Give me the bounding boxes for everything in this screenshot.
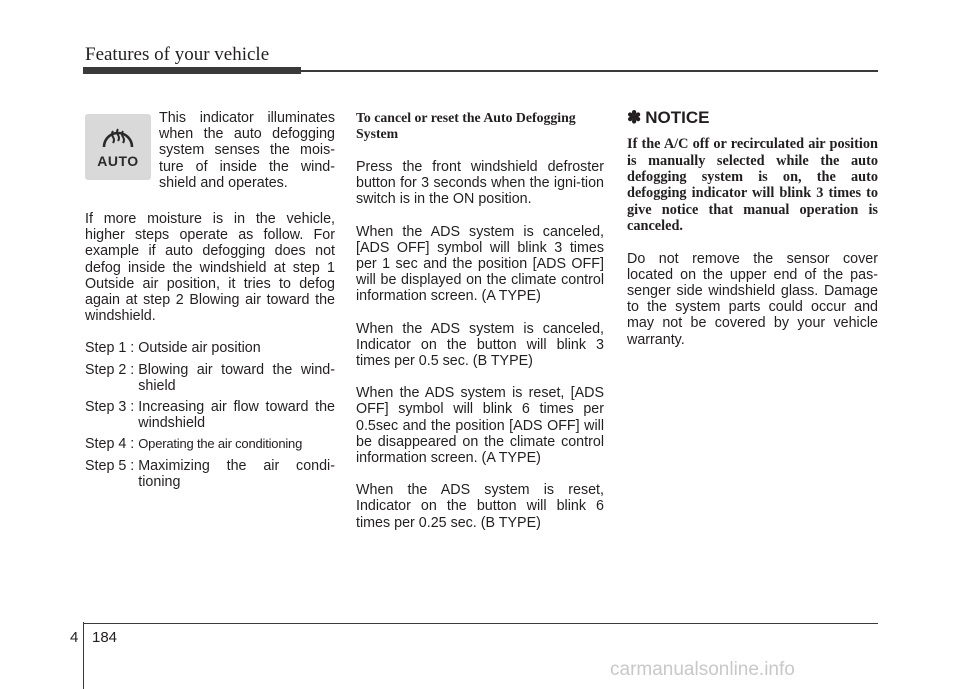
notice-heading <box>627 110 878 126</box>
step-item <box>85 458 335 490</box>
paragraph: When the ADS system is canceled, Indicator on the button will blink 3 times per 0.5 sec. (B TYPE) <box>356 320 604 370</box>
step-item <box>85 399 335 431</box>
step-key: Step 5 : <box>85 457 139 474</box>
auto-label: AUTO <box>97 152 139 169</box>
middle-column <box>356 110 604 547</box>
notice-asterisk-icon: ✽ <box>627 108 642 127</box>
notice-title: NOTICE <box>645 108 710 127</box>
steps-list <box>85 340 335 490</box>
header-rule-thin <box>300 70 878 72</box>
step-value: Maximizing the air condi-tioning <box>138 457 335 490</box>
paragraph: Press the front windshield defroster button for 3 seconds when the igni-tion switch is in the ON position. <box>356 159 604 208</box>
footer-rule <box>83 623 878 624</box>
chapter-number: 4 <box>70 629 79 646</box>
step-value: Blowing air toward the wind-shield <box>138 361 335 394</box>
auto-defog-icon <box>85 114 151 180</box>
section-subheading: To cancel or reset the Auto Defogging System <box>356 110 576 141</box>
step-value: Increasing air flow toward the windshield <box>138 399 335 432</box>
indicator-intro <box>85 110 335 191</box>
paragraph: When the ADS system is reset, Indicator on the button will blink 6 times per 0.25 sec. (B TYPE) <box>356 482 604 531</box>
paragraph: When the ADS system is reset, [ADS OFF] symbol will blink 6 times per 0.5sec and the position [ADS OFF] will be disappeared on the climate control information screen. (A TYPE) <box>356 385 604 467</box>
paragraph: When the ADS system is canceled, [ADS OFF] symbol will blink 3 times per 1 sec and the position [ADS OFF] will be displayed on the climate control information screen. (A TYPE) <box>356 223 604 305</box>
step-key: Step 1 : <box>85 340 139 357</box>
step-value: Operating the air conditioning <box>138 436 303 452</box>
watermark: carmanualsonline.info <box>610 659 795 680</box>
footer-divider <box>83 622 84 689</box>
step-key: Step 3 : <box>85 399 139 416</box>
step-item <box>85 340 335 356</box>
header-rule-thick <box>83 67 301 74</box>
page-number: 184 <box>92 629 118 646</box>
defog-wave-icon <box>101 125 135 151</box>
page-header-title: Features of your vehicle <box>85 44 270 65</box>
step-item <box>85 436 335 452</box>
right-column <box>627 110 878 364</box>
notice-bold-text: If the A/C off or recirculated air position is manually selected while the auto defogging system is on, the auto defogging indicator will blink 3 times to give notice that manual operation is canceled. <box>627 136 878 235</box>
notice-text: Do not remove the sensor cover located on the upper end of the pas-senger side windshield glass. Damage to the system parts could occur and may not be covered by your vehicle warranty. <box>627 250 878 348</box>
step-key: Step 4 : <box>85 436 139 453</box>
left-column <box>85 110 335 495</box>
step-value: Outside air position <box>138 340 261 357</box>
step-key: Step 2 : <box>85 361 139 378</box>
step-item <box>85 362 335 394</box>
indicator-description: This indicator illuminates when the auto defogging system senses the mois-ture of inside the wind-shield and operates. <box>159 110 335 191</box>
moisture-paragraph: If more moisture is in the vehicle, higher steps operate as follow. For example if auto defogging does not defog inside the windshield at step 1 Outside air position, it tries to defog again at step 2 Blowing air toward the windshield. <box>85 211 335 325</box>
